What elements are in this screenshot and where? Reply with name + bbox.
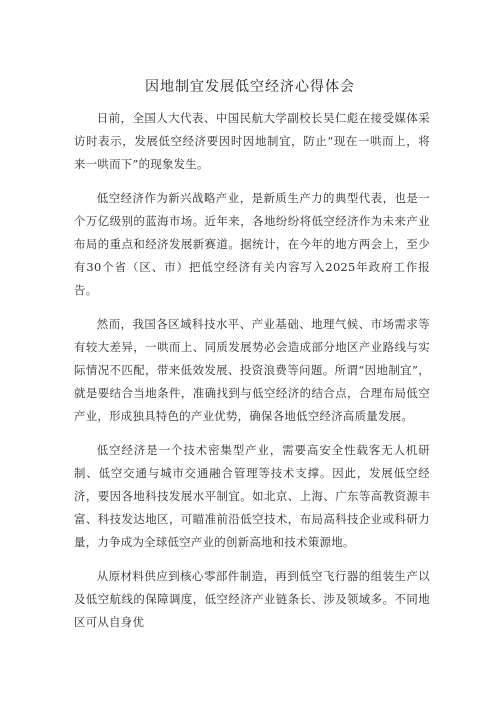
paragraph: 从原材料供应到核心零部件制造，再到低空飞行器的组装生产以及低空航线的保障调度，低空经济产业链条长、涉及领域多。不同地区可从自身优 — [74, 569, 430, 629]
document-body — [74, 107, 430, 645]
paragraph: 低空经济作为新兴战略产业，是新质生产力的典型代表，也是一个万亿级别的蓝海市场。近年来，各地纷纷将低空经济作为未来产业布局的重点和经济发展新赛道。据统计，在今年的地方两会上，至少有30个省（区、市）把低空经济有关内容写入2025年政府工作报告。 — [74, 191, 430, 297]
paragraph: 日前，全国人大代表、中国民航大学副校长吴仁彪在接受媒体采访时表示，发展低空经济要因时因地制宜，防止“现在一哄而上，将来一哄而下”的现象发生。 — [74, 111, 430, 171]
paragraph: 然而，我国各区域科技水平、产业基础、地理气候、市场需求等有较大差异，一哄而上、同质发展势必会造成部分地区产业路线与实际情况不匹配，带来低效发展、投资浪费等问题。所谓“因地制宜”，就是要结合当地条件，准确找到与低空经济的结合点，合理布局低空产业，形成独具特色的产业优势，确保各地低空经济高质量发展。 — [74, 317, 430, 423]
paragraph: 低空经济是一个技术密集型产业，需要高安全性载客无人机研制、低空交通与城市交通融合管理等技术支撑。因此，发展低空经济，要因各地科技发展水平制宜。如北京、上海、广东等高教资源丰富、科技发达地区，可瞄准前沿低空技术，布局高科技企业或科研力量，力争成为全球低空产业的创新高地和技术策源地。 — [74, 443, 430, 549]
document-title: 因地制宜发展低空经济心得体会 — [145, 79, 355, 95]
